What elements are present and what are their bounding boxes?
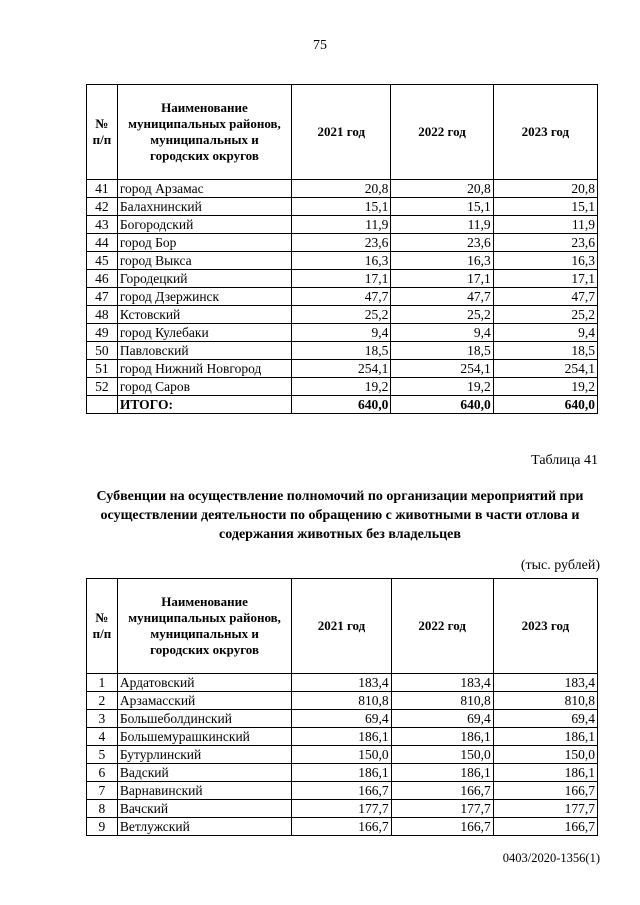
value-2021: 69,4 bbox=[292, 710, 391, 728]
row-number: 49 bbox=[87, 324, 118, 342]
row-number: 9 bbox=[87, 818, 118, 836]
table-row bbox=[87, 782, 598, 800]
value-2022: 17,1 bbox=[391, 270, 493, 288]
table-row bbox=[87, 800, 598, 818]
value-2022: 23,6 bbox=[391, 234, 493, 252]
value-2021: 47,7 bbox=[292, 288, 391, 306]
animal-control-subsidy-table bbox=[86, 578, 598, 836]
row-name: город Дзержинск bbox=[117, 288, 291, 306]
row-number bbox=[87, 396, 118, 414]
value-2022: 20,8 bbox=[391, 180, 493, 198]
value-2022: 186,1 bbox=[391, 764, 493, 782]
value-2021: 254,1 bbox=[292, 360, 391, 378]
row-number: 45 bbox=[87, 252, 118, 270]
table-row bbox=[87, 692, 598, 710]
table-row bbox=[87, 270, 598, 288]
value-2023: 166,7 bbox=[493, 818, 597, 836]
row-number: 6 bbox=[87, 764, 118, 782]
value-2021: 15,1 bbox=[292, 198, 391, 216]
total-2022: 640,0 bbox=[391, 396, 493, 414]
header-num: № п/п bbox=[87, 579, 118, 674]
header-name: Наименование муниципальных районов, муниципальных и городских округов bbox=[117, 85, 291, 180]
value-2023: 11,9 bbox=[493, 216, 597, 234]
value-2023: 166,7 bbox=[493, 782, 597, 800]
table-row bbox=[87, 746, 598, 764]
table-row bbox=[87, 728, 598, 746]
value-2022: 186,1 bbox=[391, 728, 493, 746]
table-header-row bbox=[87, 579, 598, 674]
row-number: 48 bbox=[87, 306, 118, 324]
value-2022: 166,7 bbox=[391, 782, 493, 800]
row-number: 8 bbox=[87, 800, 118, 818]
table-row bbox=[87, 710, 598, 728]
value-2022: 16,3 bbox=[391, 252, 493, 270]
table-row bbox=[87, 234, 598, 252]
value-2023: 69,4 bbox=[493, 710, 597, 728]
document-code: 0403/2020-1356(1) bbox=[502, 851, 600, 865]
value-2022: 47,7 bbox=[391, 288, 493, 306]
value-2023: 254,1 bbox=[493, 360, 597, 378]
header-num: № п/п bbox=[87, 85, 118, 180]
table-row bbox=[87, 198, 598, 216]
total-2021: 640,0 bbox=[292, 396, 391, 414]
value-2021: 186,1 bbox=[292, 764, 391, 782]
table-row bbox=[87, 288, 598, 306]
value-2021: 183,4 bbox=[292, 674, 391, 692]
value-2021: 23,6 bbox=[292, 234, 391, 252]
value-2021: 17,1 bbox=[292, 270, 391, 288]
row-number: 2 bbox=[87, 692, 118, 710]
units-label: (тыс. рублей) bbox=[520, 558, 600, 573]
value-2023: 19,2 bbox=[493, 378, 597, 396]
subsidy-table-continued bbox=[86, 84, 598, 414]
total-2023: 640,0 bbox=[493, 396, 597, 414]
page-number: 75 bbox=[313, 38, 327, 53]
total-row bbox=[87, 396, 598, 414]
row-name: Городецкий bbox=[117, 270, 291, 288]
row-number: 5 bbox=[87, 746, 118, 764]
row-name: Кстовский bbox=[117, 306, 291, 324]
value-2023: 9,4 bbox=[493, 324, 597, 342]
row-number: 46 bbox=[87, 270, 118, 288]
value-2022: 166,7 bbox=[391, 818, 493, 836]
value-2023: 23,6 bbox=[493, 234, 597, 252]
value-2023: 20,8 bbox=[493, 180, 597, 198]
value-2022: 15,1 bbox=[391, 198, 493, 216]
row-name: Большемурашкинский bbox=[117, 728, 292, 746]
header-2023: 2023 год bbox=[493, 579, 597, 674]
row-name: Вадский bbox=[117, 764, 292, 782]
row-name: город Бор bbox=[117, 234, 291, 252]
header-2021: 2021 год bbox=[292, 579, 391, 674]
value-2022: 19,2 bbox=[391, 378, 493, 396]
header-2022: 2022 год bbox=[391, 579, 493, 674]
table-row bbox=[87, 252, 598, 270]
value-2021: 166,7 bbox=[292, 818, 391, 836]
row-name: Арзамасский bbox=[117, 692, 292, 710]
row-name: Балахнинский bbox=[117, 198, 291, 216]
table-row bbox=[87, 360, 598, 378]
value-2023: 47,7 bbox=[493, 288, 597, 306]
value-2021: 166,7 bbox=[292, 782, 391, 800]
row-name: город Выкса bbox=[117, 252, 291, 270]
row-number: 1 bbox=[87, 674, 118, 692]
value-2023: 177,7 bbox=[493, 800, 597, 818]
table-body bbox=[87, 674, 598, 836]
value-2022: 69,4 bbox=[391, 710, 493, 728]
value-2021: 810,8 bbox=[292, 692, 391, 710]
table-row bbox=[87, 378, 598, 396]
value-2021: 177,7 bbox=[292, 800, 391, 818]
row-name: Павловский bbox=[117, 342, 291, 360]
row-name: Бутурлинский bbox=[117, 746, 292, 764]
value-2021: 11,9 bbox=[292, 216, 391, 234]
row-number: 47 bbox=[87, 288, 118, 306]
header-2021: 2021 год bbox=[292, 85, 391, 180]
table-row bbox=[87, 342, 598, 360]
value-2022: 25,2 bbox=[391, 306, 493, 324]
table-row bbox=[87, 216, 598, 234]
value-2023: 183,4 bbox=[493, 674, 597, 692]
value-2023: 16,3 bbox=[493, 252, 597, 270]
value-2021: 186,1 bbox=[292, 728, 391, 746]
value-2023: 15,1 bbox=[493, 198, 597, 216]
header-2023: 2023 год bbox=[493, 85, 597, 180]
value-2023: 186,1 bbox=[493, 764, 597, 782]
row-number: 43 bbox=[87, 216, 118, 234]
value-2022: 177,7 bbox=[391, 800, 493, 818]
row-name: Богородский bbox=[117, 216, 291, 234]
row-number: 42 bbox=[87, 198, 118, 216]
table-row bbox=[87, 674, 598, 692]
value-2022: 810,8 bbox=[391, 692, 493, 710]
row-number: 44 bbox=[87, 234, 118, 252]
value-2023: 810,8 bbox=[493, 692, 597, 710]
row-name: Вачский bbox=[117, 800, 292, 818]
value-2022: 11,9 bbox=[391, 216, 493, 234]
value-2023: 18,5 bbox=[493, 342, 597, 360]
row-number: 52 bbox=[87, 378, 118, 396]
row-name: город Нижний Новгород bbox=[117, 360, 291, 378]
row-number: 4 bbox=[87, 728, 118, 746]
value-2021: 19,2 bbox=[292, 378, 391, 396]
value-2021: 16,3 bbox=[292, 252, 391, 270]
value-2022: 9,4 bbox=[391, 324, 493, 342]
row-name: Ветлужский bbox=[117, 818, 292, 836]
value-2023: 186,1 bbox=[493, 728, 597, 746]
value-2021: 150,0 bbox=[292, 746, 391, 764]
table-row bbox=[87, 180, 598, 198]
value-2023: 17,1 bbox=[493, 270, 597, 288]
value-2021: 20,8 bbox=[292, 180, 391, 198]
row-number: 3 bbox=[87, 710, 118, 728]
value-2022: 150,0 bbox=[391, 746, 493, 764]
row-number: 50 bbox=[87, 342, 118, 360]
table-body bbox=[87, 180, 598, 414]
row-name: Ардатовский bbox=[117, 674, 292, 692]
value-2022: 183,4 bbox=[391, 674, 493, 692]
value-2022: 254,1 bbox=[391, 360, 493, 378]
row-name: город Кулебаки bbox=[117, 324, 291, 342]
row-name: Варнавинский bbox=[117, 782, 292, 800]
table-caption: Таблица 41 bbox=[531, 453, 598, 468]
row-number: 51 bbox=[87, 360, 118, 378]
table-title: Субвенции на осуществление полномочий по организации мероприятий при осуществлении деятельности по обращению с животными в части отлова и содержания животных без владельцев bbox=[96, 489, 584, 542]
value-2021: 18,5 bbox=[292, 342, 391, 360]
value-2023: 150,0 bbox=[493, 746, 597, 764]
value-2023: 25,2 bbox=[493, 306, 597, 324]
row-number: 7 bbox=[87, 782, 118, 800]
row-name: город Саров bbox=[117, 378, 291, 396]
row-number: 41 bbox=[87, 180, 118, 198]
value-2022: 18,5 bbox=[391, 342, 493, 360]
table-row bbox=[87, 818, 598, 836]
value-2021: 25,2 bbox=[292, 306, 391, 324]
row-name: город Арзамас bbox=[117, 180, 291, 198]
table-header-row bbox=[87, 85, 598, 180]
header-2022: 2022 год bbox=[391, 85, 493, 180]
table-row bbox=[87, 306, 598, 324]
header-name: Наименование муниципальных районов, муниципальных и городских округов bbox=[117, 579, 292, 674]
total-label: ИТОГО: bbox=[117, 396, 291, 414]
value-2021: 9,4 bbox=[292, 324, 391, 342]
row-name: Большеболдинский bbox=[117, 710, 292, 728]
table-row bbox=[87, 764, 598, 782]
table-row bbox=[87, 324, 598, 342]
